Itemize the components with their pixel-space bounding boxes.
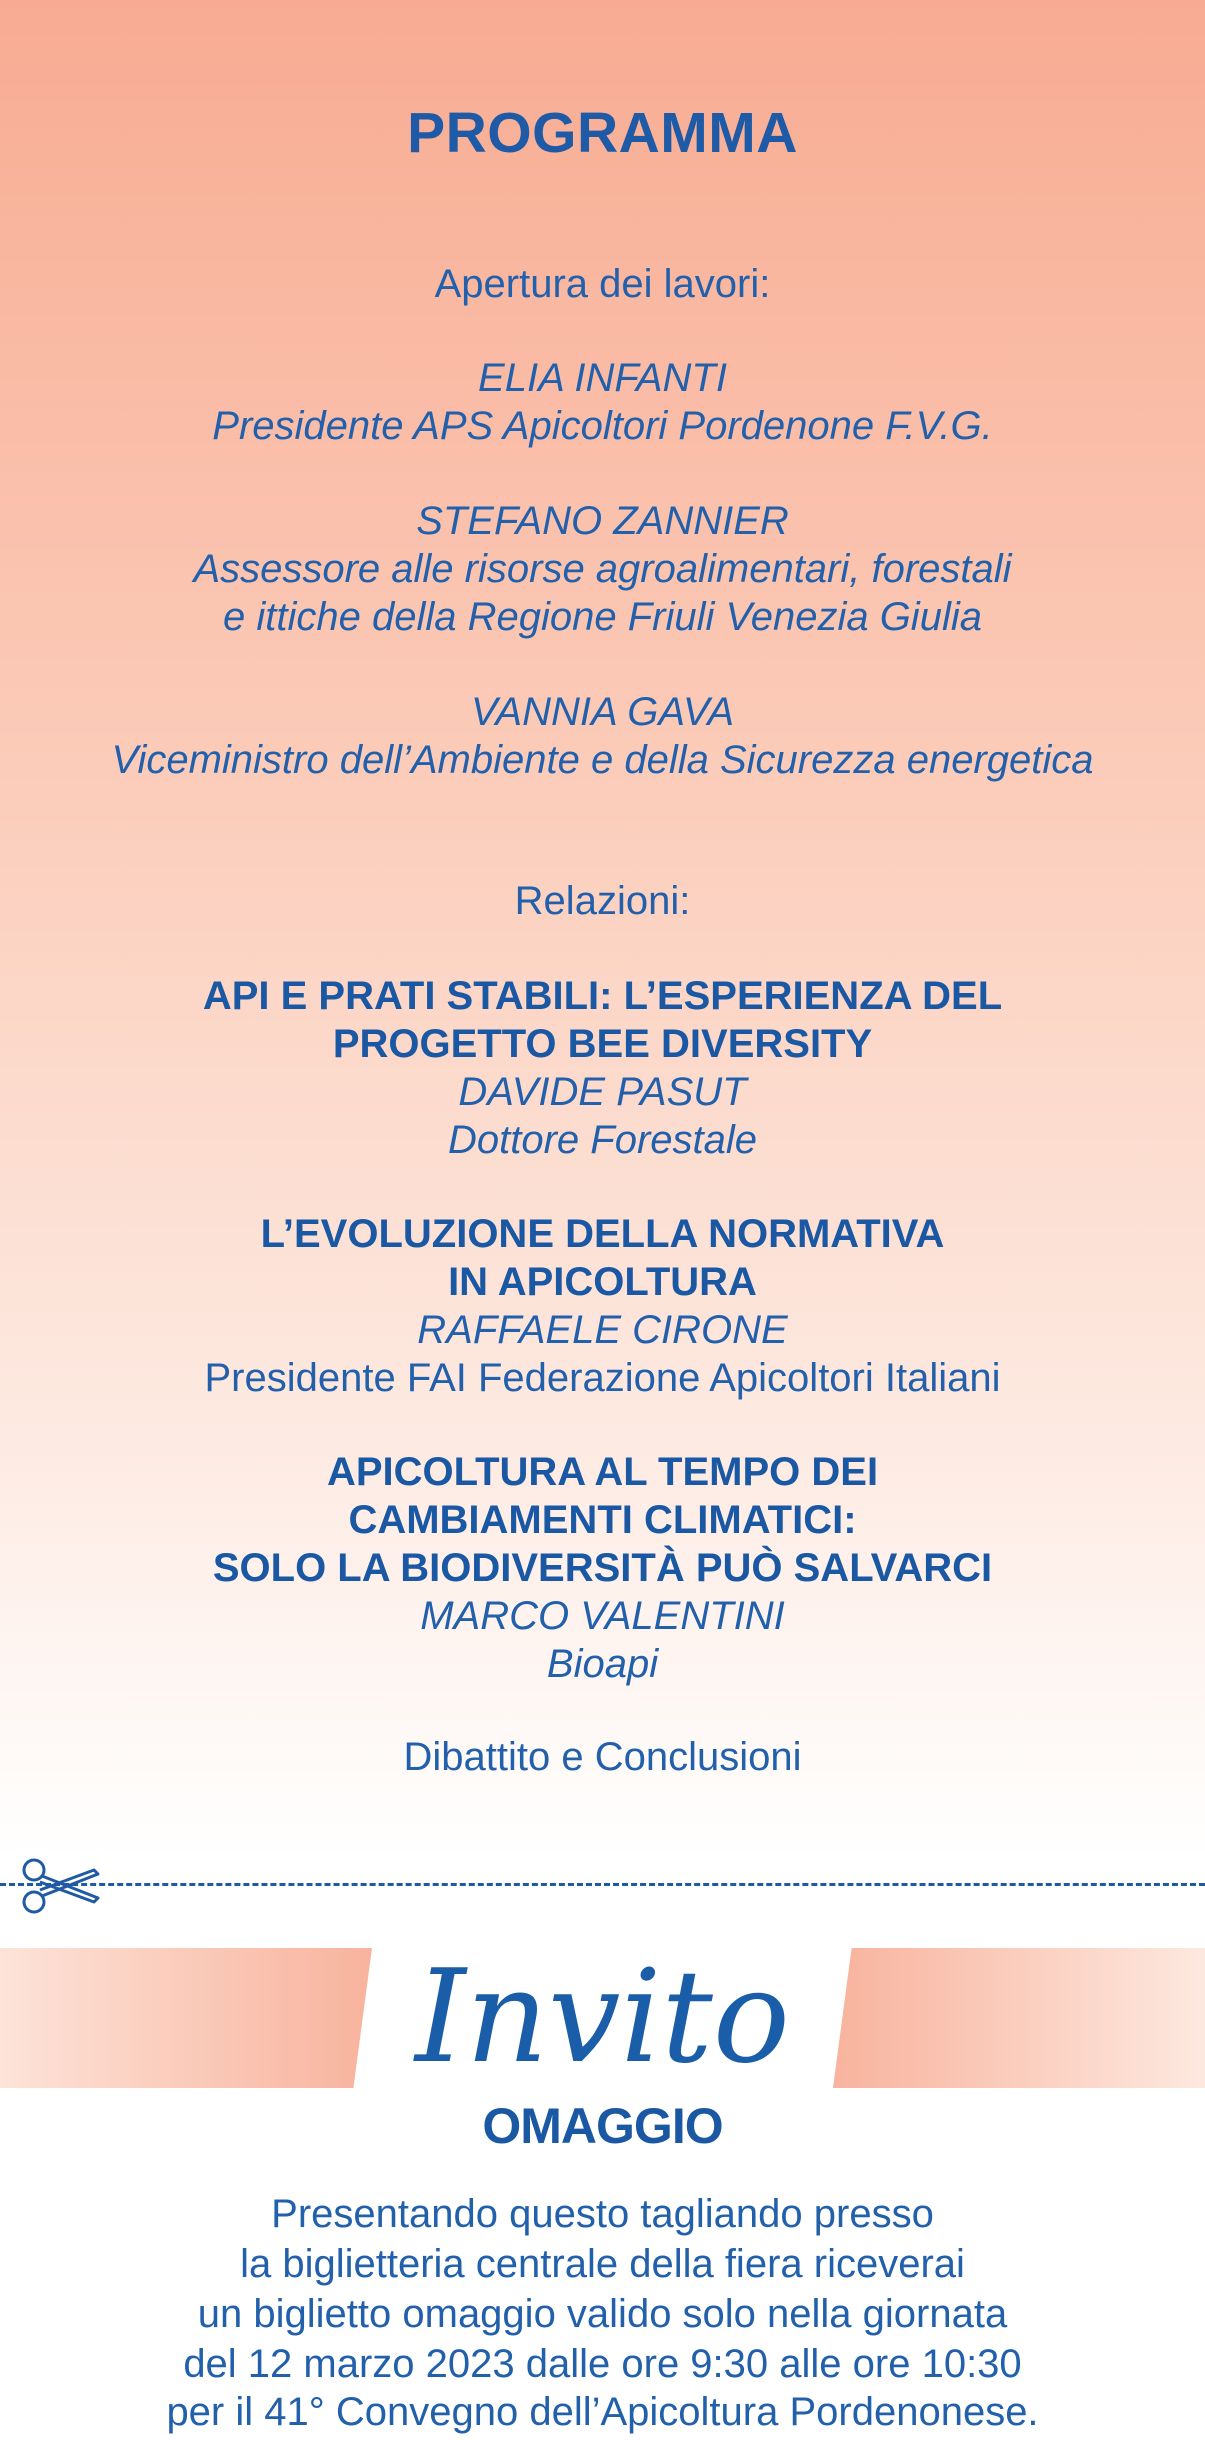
- apertura-label: Apertura dei lavori:: [434, 262, 771, 306]
- relazioni-label: Relazioni:: [514, 879, 691, 923]
- talk-role: Dottore Forestale: [447, 1118, 758, 1162]
- speaker-role: Assessore alle risorse agroalimentari, forestali: [193, 547, 1012, 591]
- talk-title: CAMBIAMENTI CLIMATICI:: [348, 1498, 857, 1542]
- talk-title: PROGETTO BEE DIVERSITY: [332, 1022, 873, 1066]
- cut-line: [0, 1883, 1205, 1886]
- invito-text-line: del 12 marzo 2023 dalle ore 9:30 alle ore 10:30: [183, 2342, 1022, 2386]
- speaker-name: VANNIA GAVA: [470, 690, 735, 734]
- invito-text-line: un biglietto omaggio valido solo nella giornata: [197, 2292, 1008, 2336]
- invito-text-line: Presentando questo tagliando presso: [271, 2192, 934, 2236]
- speaker-role: e ittiche della Regione Friuli Venezia Giulia: [223, 595, 982, 639]
- scissors-icon: [20, 1856, 102, 1916]
- talk-title: SOLO LA BIODIVERSITÀ PUÒ SALVARCI: [212, 1546, 993, 1590]
- talk-speaker: DAVIDE PASUT: [458, 1070, 747, 1114]
- invito-text-line: la biglietteria centrale della fiera riceverai: [240, 2242, 965, 2286]
- page-title: PROGRAMMA: [407, 101, 798, 165]
- speaker-name: ELIA INFANTI: [478, 356, 727, 400]
- talk-role: Presidente FAI Federazione Apicoltori Italiani: [204, 1356, 1001, 1400]
- talk-speaker: MARCO VALENTINI: [420, 1594, 785, 1638]
- speaker-role: Presidente APS Apicoltori Pordenone F.V.G.: [212, 404, 993, 448]
- invito-subtitle: OMAGGIO: [482, 2098, 723, 2154]
- invito-text-line: per il 41° Convegno dell’Apicoltura Pordenonese.: [166, 2390, 1039, 2434]
- invito-title: Invito: [415, 1943, 790, 2092]
- talk-title: L’EVOLUZIONE DELLA NORMATIVA: [260, 1212, 945, 1256]
- talk-title: API E PRATI STABILI: L’ESPERIENZA DEL: [202, 974, 1003, 1018]
- talk-speaker: RAFFAELE CIRONE: [417, 1308, 788, 1352]
- speaker-name: STEFANO ZANNIER: [416, 499, 789, 543]
- talk-role: Bioapi: [546, 1642, 659, 1686]
- speaker-role: Viceministro dell’Ambiente e della Sicurezza energetica: [111, 738, 1094, 782]
- talk-title: APICOLTURA AL TEMPO DEI: [326, 1450, 879, 1494]
- closing-text: Dibattito e Conclusioni: [403, 1735, 802, 1779]
- talk-title: IN APICOLTURA: [448, 1260, 757, 1304]
